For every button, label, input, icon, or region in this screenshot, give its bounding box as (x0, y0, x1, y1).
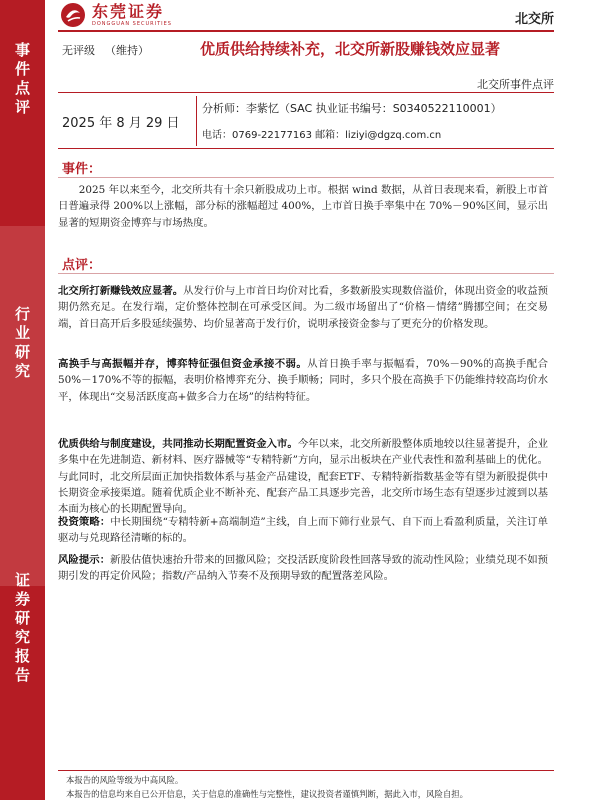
sidebar-segment-industry-research (0, 226, 45, 586)
comment-paragraph (58, 283, 548, 332)
header-bottom-divider (58, 148, 554, 149)
report-subtitle: 北交所事件点评 (477, 78, 554, 91)
paragraph-lead: 北交所打新赚钱效应显著。 (58, 285, 184, 297)
header-vertical-divider (196, 96, 197, 146)
footer-divider (58, 770, 554, 771)
paragraph-text: 今年以来，北交所新股整体质地较以往显著提升，企业多集中在先进制造、新材料、医疗器械等“专精特新”方向，显示出板块在产业代表性和盈利基础上的优化。与此同时，北交所层面正加快指数体系与基金产品建设，配套ETF、专精特新指数基金等有望为新股提供中长期资金承接渠道。随着优质企业不断补充、配套产品工具逐步完善，北交所市场生态有望逐步过渡到以基本面为核心的长期配置导向。 (58, 438, 549, 516)
sidebar-label-securities-report: 证券研究报告 (13, 572, 31, 686)
paragraph-lead: 高换手与高振幅并存，博弈特征强但资金承接不弱。 (58, 358, 308, 370)
event-heading: 事件： (62, 162, 102, 177)
analyst-contact: 电话：0769-22177163 邮箱：liziyi@dgzq.com.cn (202, 130, 442, 141)
sidebar-segment-event-comment (0, 0, 45, 226)
analyst-info: 分析师：李紫忆（SAC 执业证书编号：S0340522110001） (202, 102, 502, 115)
comment-paragraph (58, 436, 548, 517)
comment-heading-underline (58, 273, 554, 274)
sidebar-label-event-comment: 事件点评 (13, 42, 31, 118)
company-logo (60, 2, 172, 28)
comment-heading: 点评： (62, 258, 102, 273)
logo-name-en: DONGGUAN SECURITIES (92, 21, 172, 27)
report-date: 2025 年 8 月 29 日 (62, 116, 180, 131)
footer-risk-level: 本报告的风险等级为中高风险。 (66, 775, 184, 785)
paragraph-text: 新股估值快速抬升带来的回撤风险；交投活跃度阶段性回落导致的流动性风险；业绩兑现不如预期引发的再定价风险；指数/产品纳入节奏不及预期导致的配置落差风险。 (58, 554, 549, 583)
paragraph-text: 从发行价与上市首日均价对比看，多数新股实现数倍溢价，体现出资金的收益预期仍然充足。在发行端，定价整体控制在可承受区间。为二级市场留出了“价格－情绪”腾挪空间；在交易端，首日高开后多股延续强势、均价显著高于发行价，说明承接资金参与了更充分的价格发现。 (58, 285, 549, 330)
sidebar (0, 0, 45, 800)
paragraph-lead: 投资策略： (58, 516, 111, 528)
header-divider (58, 30, 554, 32)
board-label: 北交所 (514, 12, 554, 27)
paragraph-lead: 风险提示： (58, 554, 111, 566)
sidebar-segment-securities-report (0, 572, 45, 800)
logo-emblem-icon (60, 2, 86, 28)
comment-paragraph (58, 356, 548, 405)
report-title: 优质供给持续补充，北交所新股赚钱效应显著 (200, 40, 501, 58)
event-text: 2025 年以来至今，北交所共有十余只新股成功上市。根据 wind 数据，从首日表现来看，新股上市首日普遍录得 200%以上涨幅，部分标的涨幅超过 400%，上市首日换手率集中在 70%－90%区间，显示出显著的短期资金博弈与市场热度。 (58, 184, 548, 229)
rating-label: 无评级 (62, 44, 95, 57)
paragraph-lead: 优质供给与制度建设，共同推动长期配置资金入市。 (58, 438, 298, 450)
footer-disclaimer: 本报告的信息均来自已公开信息，关于信息的准确性与完整性，建议投资者谨慎判断，据此入市，风险自担。 (66, 789, 468, 799)
comment-paragraph (58, 514, 548, 547)
logo-name-cn: 东莞证券 (92, 2, 165, 21)
rating-change: （维持） (105, 44, 149, 57)
paragraph-text: 从首日换手率与振幅看，70%－90%的高换手配合 50%－170%不等的振幅，表明价格博弈充分、换手顺畅；同时，多只个股在高换手下仍能维持较高均价水平，体现出“交易活跃度高+做多合力在场”的结构特征。 (58, 358, 548, 403)
rating (62, 42, 159, 58)
event-heading-underline (58, 177, 554, 178)
sidebar-label-industry-research: 行业研究 (13, 306, 31, 382)
paragraph-text: 中长期围绕“专精特新+高端制造”主线，自上而下筛行业景气、自下而上看盈利质量，关注订单驱动与兑现路径清晰的标的。 (58, 516, 549, 545)
subtitle-divider (58, 92, 554, 93)
comment-paragraph (58, 552, 548, 585)
